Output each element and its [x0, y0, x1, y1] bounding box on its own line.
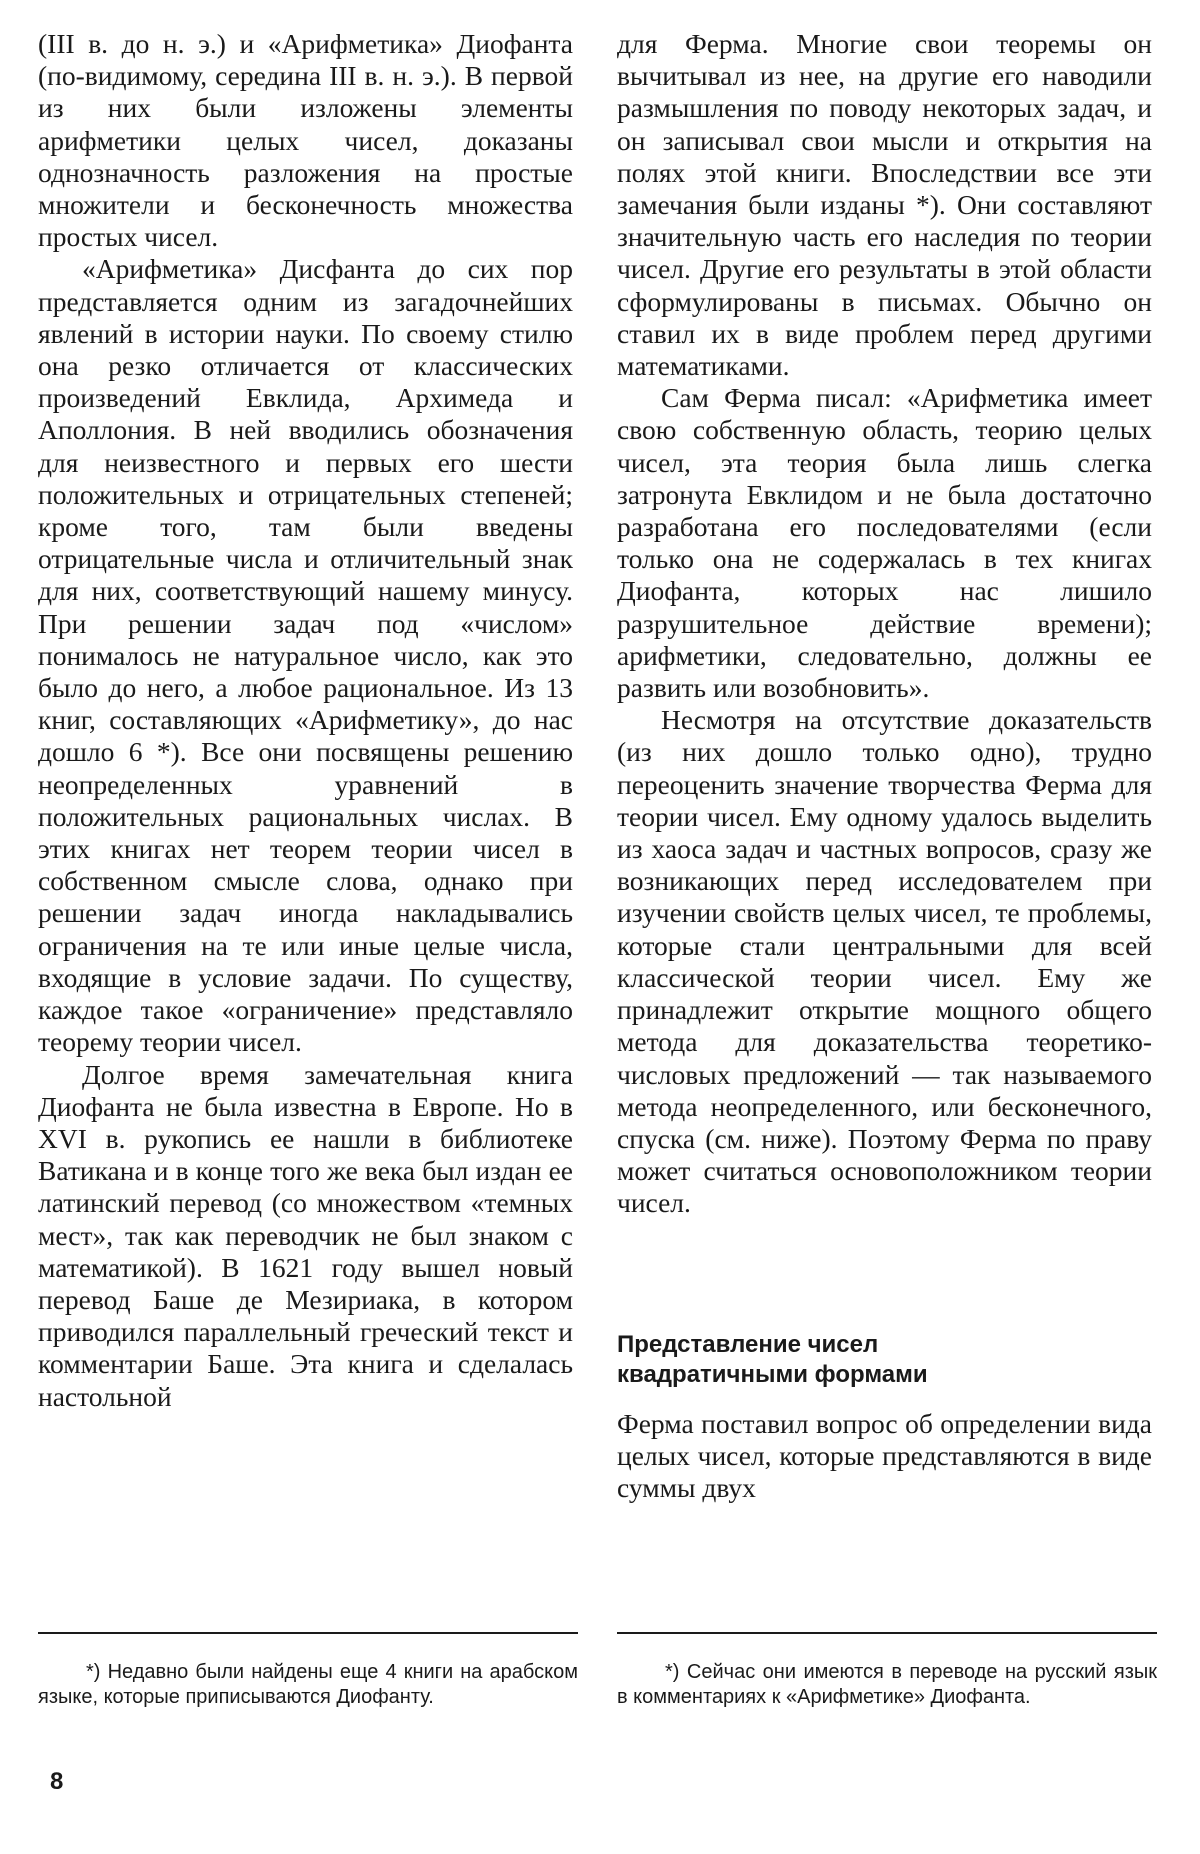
- section-paragraph: Ферма поставил вопрос об определении вида целых чисел, которые представляются в виде суммы двух: [617, 1407, 1152, 1503]
- right-paragraph-2: Сам Ферма писал: «Арифметика имеет свою собственную область, теорию целых чисел, эта теория была лишь слегка затронута Евклидом и не была достаточно разработана его последователями (если только она не содержалась в тех книгах Диофанта, которых нас лишило разрушительное действие времени); арифметики, следовательно, должны ее развить или возобновить».: [617, 382, 1152, 704]
- page-number: 8: [50, 1768, 64, 1795]
- left-footnote-divider: [38, 1632, 578, 1634]
- section-heading-line-1: Представление чисел: [617, 1330, 879, 1358]
- section-heading: [617, 1330, 1152, 1390]
- right-footnote-divider: [617, 1632, 1157, 1634]
- right-text-column: [617, 28, 1152, 1504]
- left-footnote: *) Недавно были найдены еще 4 книги на арабском языке, которые приписываются Диофанту.: [38, 1661, 578, 1708]
- left-paragraph-3: Долгое время замечательная книга Диофанта не была известна в Европе. Но в XVI в. рукопись ее нашли в библиотеке Ватикана и в конце того же века был издан ее латинский перевод (со множеством «темных мест», так как переводчик не был знаком с математикой). В 1621 году вышел новый перевод Баше де Мезириака, в котором приводился параллельный греческий текст и комментарии Баше. Эта книга и сделалась настольной: [38, 1058, 573, 1412]
- left-text-column: [38, 28, 573, 1413]
- left-paragraph-1: (III в. до н. э.) и «Арифметика» Диофанта (по-видимому, середина III в. н. э.). В первой из них были изложены элементы арифметики целых чисел, доказаны однозначность разложения на простые множители и бесконечность множества простых чисел.: [38, 28, 573, 253]
- right-footnote: *) Сейчас они имеются в переводе на русский язык в комментариях к «Арифметике» Диофанта.: [617, 1661, 1157, 1708]
- right-paragraph-1: для Ферма. Многие свои теоремы он вычитывал из нее, на другие его наводили размышления по поводу некоторых задач, и он записывал свои мысли и открытия на полях этой книги. Впоследствии все эти замечания были изданы *). Они составляют значительную часть его наследия по теории чисел. Другие его результаты в этой области сформулированы в письмах. Обычно он ставил их в виде проблем перед другими математиками.: [617, 28, 1152, 382]
- right-paragraph-3: Несмотря на отсутствие доказательств (из них дошло только одно), трудно переоценить значение творчества Ферма для теории чисел. Ему одному удалось выделить из хаоса задач и частных вопросов, сразу же возникающих перед исследователем при изучении свойств целых чисел, те проблемы, которые стали центральными для всей классической теории чисел. Ему же принадлежит открытие мощного общего метода для доказательства теоретико-числовых предложений — так называемого метода неопределенного, или бесконечного, спуска (см. ниже). Поэтому Ферма по праву может считаться основоположником теории чисел.: [617, 704, 1152, 1219]
- section-heading-line-2: квадратичными формами: [617, 1360, 928, 1388]
- left-paragraph-2: «Арифметика» Дисфанта до сих пор представляется одним из загадочнейших явлений в истории науки. По своему стилю она резко отличается от классических произведений Евклида, Архимеда и Аполлония. В ней вводились обозначения для неизвестного и первых его шести положительных и отрицательных степеней; кроме того, там были введены отрицательные числа и отличительный знак для них, соответствующий нашему минусу. При решении задач под «числом» понималось не натуральное число, как это было до него, а любое рациональное. Из 13 книг, составляющих «Арифметику», до нас дошло 6 *). Все они посвящены решению неопределенных уравнений в положительных рациональных числах. В этих книгах нет теорем теории чисел в собственном смысле слова, однако при решении задач иногда накладывались ограничения на те или иные целые числа, входящие в условие задачи. По существу, каждое такое «ограничение» представляло теорему теории чисел.: [38, 253, 573, 1058]
